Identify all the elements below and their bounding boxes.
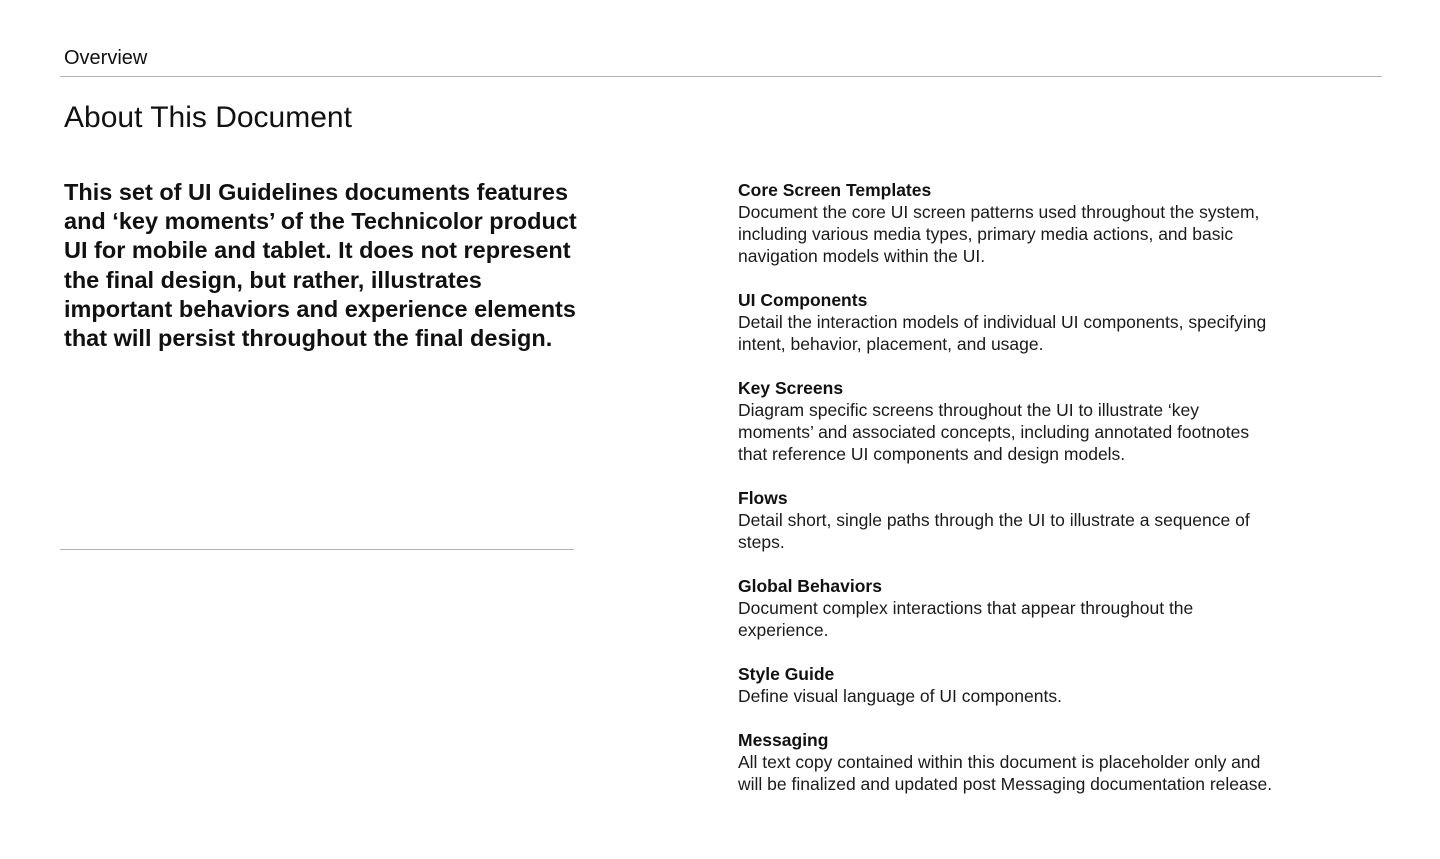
section-ui-components — [738, 289, 1278, 355]
section-flows — [738, 487, 1278, 553]
section-title: Style Guide — [738, 664, 835, 684]
section-description: Document the core UI screen patterns used throughout the system, including various media types, primary media actions, and basic navigation models within the UI. — [738, 202, 1260, 266]
section-description: Detail short, single paths through the UI to illustrate a sequence of steps. — [738, 510, 1250, 552]
section-core-screen-templates — [738, 179, 1278, 267]
document-sections-list — [738, 179, 1278, 817]
section-description: Document complex interactions that appear throughout the experience. — [738, 598, 1194, 640]
section-description: Diagram specific screens throughout the UI to illustrate ‘key moments’ and associated concepts, including annotated footnotes that reference UI components and design models. — [738, 400, 1250, 464]
section-title: UI Components — [738, 290, 868, 310]
intro-divider — [60, 549, 574, 550]
section-description: All text copy contained within this document is placeholder only and will be finalized and updated post Messaging documentation release. — [738, 752, 1273, 794]
section-description: Detail the interaction models of individual UI components, specifying intent, behavior, placement, and usage. — [738, 312, 1267, 354]
page-title: About This Document — [64, 101, 352, 134]
section-messaging — [738, 729, 1278, 795]
section-global-behaviors — [738, 575, 1278, 641]
section-title: Messaging — [738, 730, 829, 750]
intro-paragraph: This set of UI Guidelines documents features and ‘key moments’ of the Technicolor product UI for mobile and tablet. It does not represent the final design, but rather, illustrates important behaviors and experience elements that will persist throughout the final design. — [64, 179, 577, 352]
section-label: Overview — [64, 47, 148, 69]
header-divider — [60, 76, 1382, 77]
section-title: Global Behaviors — [738, 576, 882, 596]
section-key-screens — [738, 377, 1278, 465]
section-title: Key Screens — [738, 378, 844, 398]
section-style-guide — [738, 663, 1278, 707]
section-title: Core Screen Templates — [738, 180, 932, 200]
section-description: Define visual language of UI components. — [738, 686, 1062, 706]
section-title: Flows — [738, 488, 788, 508]
